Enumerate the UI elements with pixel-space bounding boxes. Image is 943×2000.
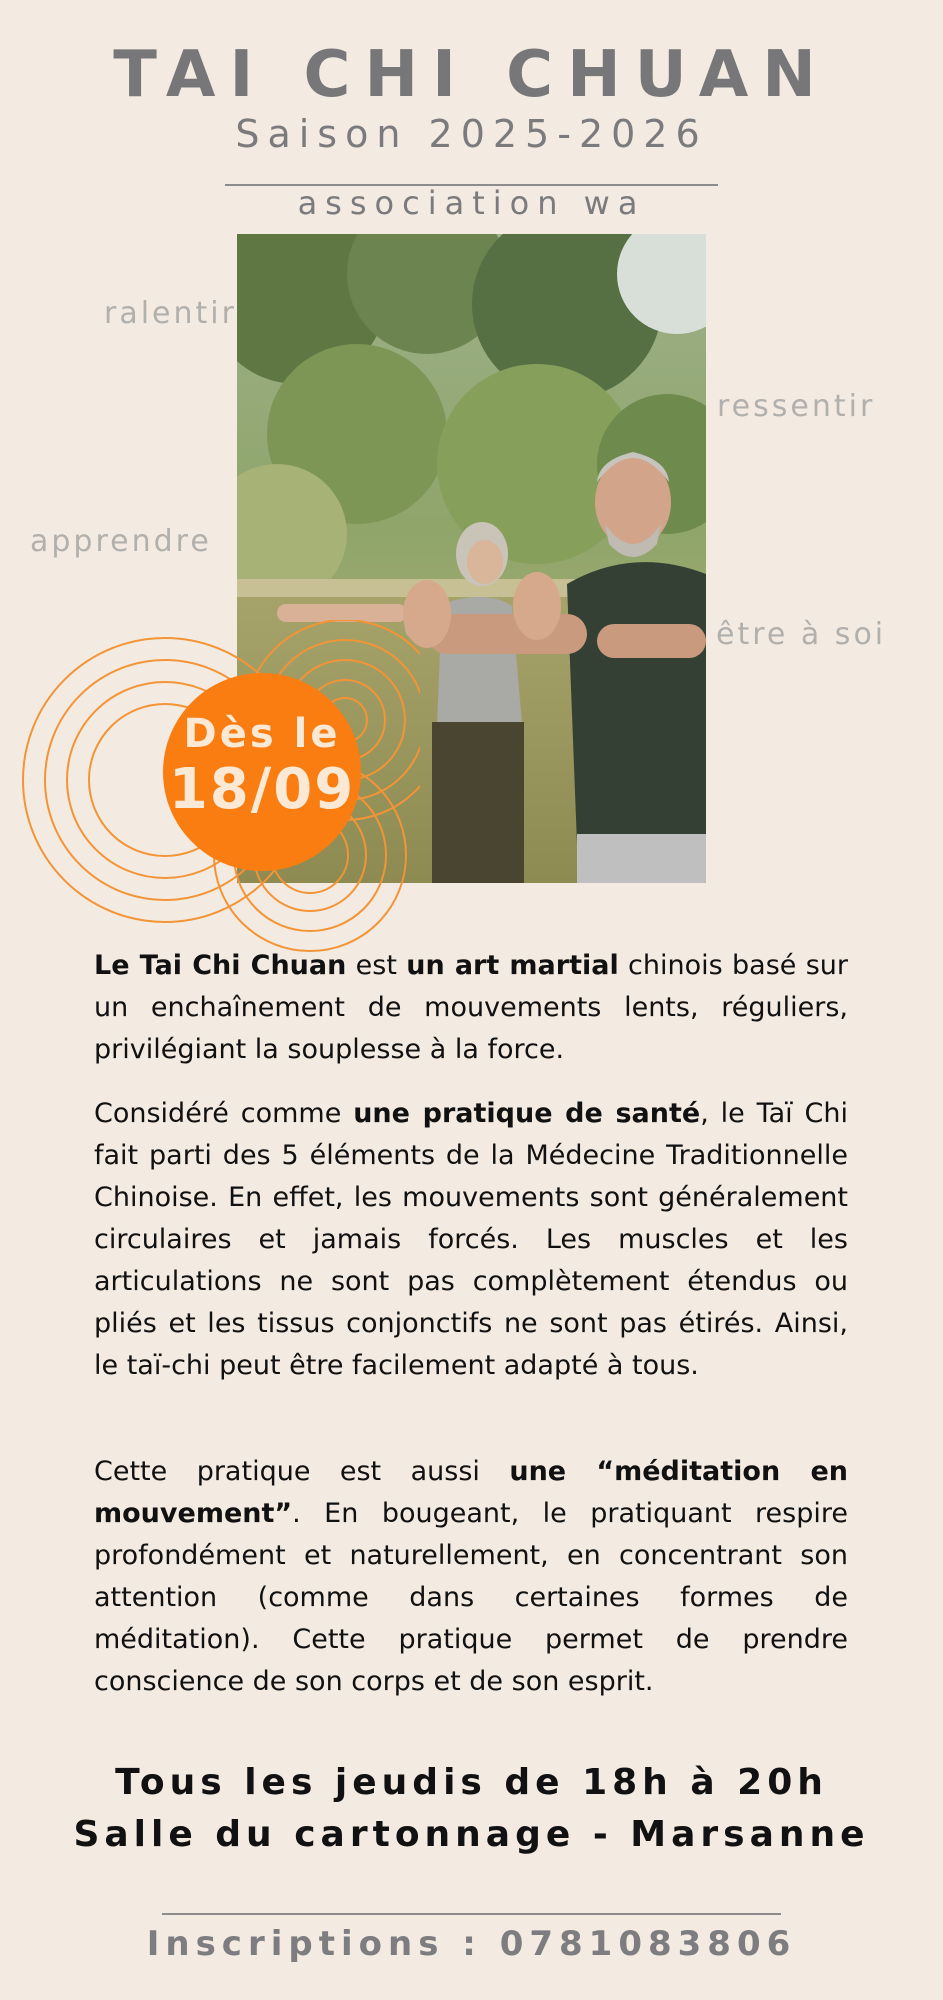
word-ralentir: ralentir <box>104 296 237 331</box>
poster-title: TAI CHI CHUAN <box>113 38 830 112</box>
text-run: une pratique de santé <box>353 1098 701 1129</box>
schedule-time: Tous les jeudis de 18h à 20h <box>115 1762 828 1803</box>
badge-date: 18/09 <box>168 757 356 822</box>
association-name: association wa <box>297 184 646 222</box>
text-run: un art martial <box>406 950 619 981</box>
start-date-badge <box>163 673 361 871</box>
text-run: Considéré comme <box>94 1098 354 1129</box>
paragraph-intro <box>94 945 848 1071</box>
word-etre-a-soi: être à soi <box>716 617 887 652</box>
text-run: , le Taï Chi fait parti des 5 éléments de la Médecine Traditionnelle Chinoise. En effet, les mouvements sont généralement circulaires et jamais forcés. Les muscles et les articulations ne sont pas complètement étendus ou pliés et les tissus conjonctifs ne sont pas étirés. Ainsi, le taï-chi peut être facilement adapté à tous. <box>94 1098 848 1381</box>
text-run: Le Tai Chi Chuan <box>94 950 347 981</box>
paragraph-meditation <box>94 1451 848 1703</box>
season-subtitle: Saison 2025-2026 <box>235 112 708 156</box>
badge-label: Dès le <box>183 711 341 757</box>
text-run: chinois basé sur un enchaînement de mouvements lents, réguliers, privilégiant la souplesse à la force. <box>94 950 848 1065</box>
word-ressentir: ressentir <box>717 389 876 424</box>
paragraph-health <box>94 1093 848 1387</box>
text-run: . En bougeant, le pratiquant respire profondément et naturellement, en concentrant son attention (comme dans certaines formes de méditation). Cette pratique permet de prendre conscience de son corps et de son esprit. <box>94 1498 848 1697</box>
text-run: Cette pratique est aussi <box>94 1456 510 1487</box>
text-run: une “méditation en mouvement” <box>94 1456 848 1529</box>
footer-divider <box>162 1913 781 1915</box>
text-run: est <box>346 950 407 981</box>
schedule-location: Salle du cartonnage - Marsanne <box>73 1814 870 1855</box>
inscriptions-phone: Inscriptions : 0781083806 <box>146 1924 797 1964</box>
word-apprendre: apprendre <box>30 524 212 559</box>
